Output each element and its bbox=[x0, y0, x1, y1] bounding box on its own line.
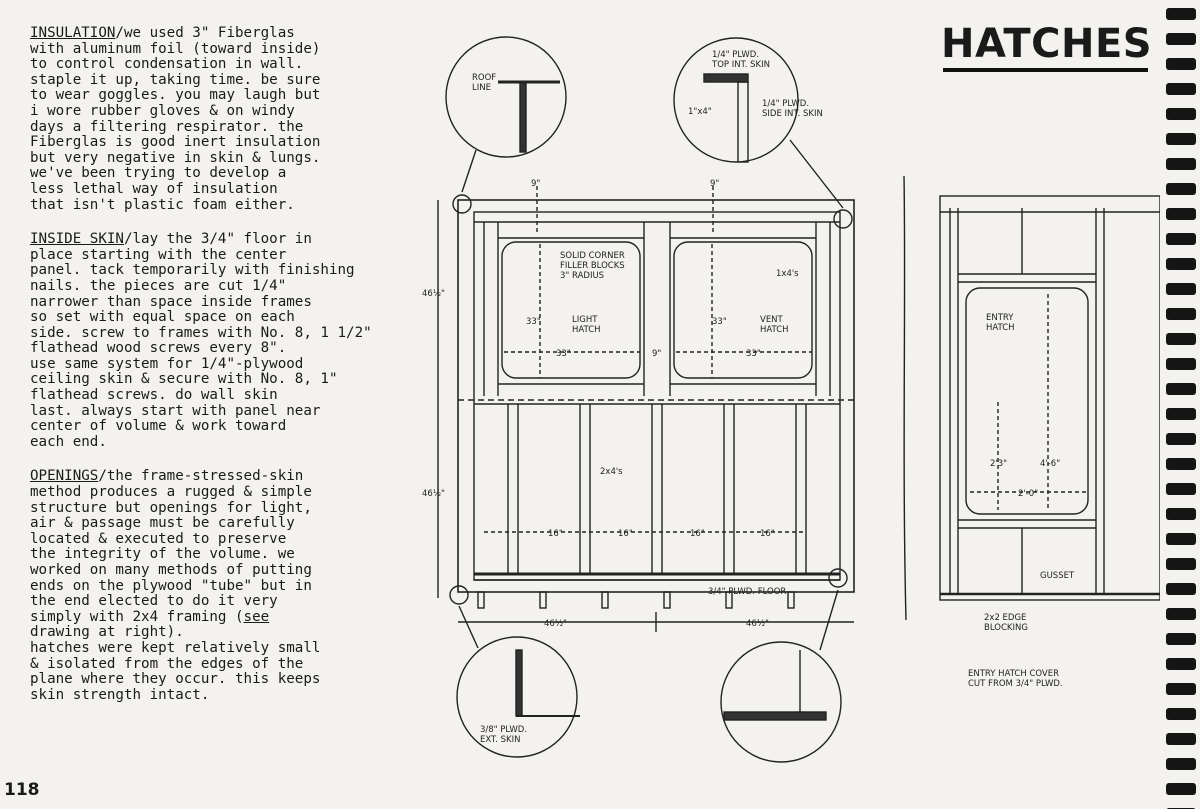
binding-ring bbox=[1166, 558, 1196, 570]
label-top-int-skin: 1/4" PLWD. TOP INT. SKIN bbox=[712, 50, 770, 70]
binding-ring bbox=[1166, 283, 1196, 295]
label-dim-33-b: 33" bbox=[712, 317, 727, 327]
lead-insulation: INSULATION bbox=[30, 25, 116, 41]
vent-hatch-opening bbox=[674, 242, 812, 378]
binding-ring bbox=[1166, 133, 1196, 145]
binding-ring bbox=[1166, 708, 1196, 720]
binding-ring bbox=[1166, 433, 1196, 445]
binding-ring bbox=[1166, 58, 1196, 70]
label-dim-2-3: 2'3" bbox=[990, 459, 1008, 469]
body-insulation: /we used 3" Fiberglas with aluminum foil (toward inside) to control condensation in wall. staple it up, taking time. be sure to wear goggles. you may laugh but i wore rubber gloves & on windy days a filtering respirator. the Fiberglas is good inert insulation but very negative in skin & lungs. we've been trying to develop a less lethal way of insulation that isn't plastic foam either. bbox=[30, 25, 321, 213]
binding-ring bbox=[1166, 108, 1196, 120]
callout-marker bbox=[834, 210, 852, 228]
binding-ring bbox=[1166, 158, 1196, 170]
binding-ring bbox=[1166, 583, 1196, 595]
label-dim-33-d: 33" bbox=[746, 349, 761, 359]
label-dim-9-mid: 9" bbox=[652, 349, 662, 359]
detail-circle-floor bbox=[721, 642, 841, 762]
label-dim-16-c: 16" bbox=[690, 529, 705, 539]
binding-ring bbox=[1166, 383, 1196, 395]
spiral-binding bbox=[1160, 0, 1200, 809]
binding-ring bbox=[1166, 183, 1196, 195]
front-elevation-inner bbox=[474, 212, 840, 580]
leader-line bbox=[820, 590, 838, 650]
label-dim-46-top: 46½" bbox=[422, 289, 445, 299]
side-elevation-edge bbox=[904, 176, 906, 620]
label-dim-33-c: 33" bbox=[556, 349, 571, 359]
label-dim-16-d: 16" bbox=[760, 529, 775, 539]
leader-line bbox=[462, 150, 476, 192]
binding-ring bbox=[1166, 8, 1196, 20]
binding-ring bbox=[1166, 733, 1196, 745]
binding-ring bbox=[1166, 308, 1196, 320]
binding-ring bbox=[1166, 233, 1196, 245]
label-2x4s: 2x4's bbox=[600, 467, 623, 477]
binding-ring bbox=[1166, 508, 1196, 520]
binding-ring bbox=[1166, 333, 1196, 345]
detail-section bbox=[704, 74, 748, 82]
label-light-hatch: LIGHT HATCH bbox=[572, 315, 601, 335]
body-openings-b: drawing at right). hatches were kept relatively small & isolated from the edges of the plane where they occur. this keeps skin strength intact. bbox=[30, 624, 321, 703]
page-number: 118 bbox=[4, 780, 40, 800]
binding-ring bbox=[1166, 358, 1196, 370]
callout-marker bbox=[453, 195, 471, 213]
leader-line bbox=[790, 140, 843, 208]
label-dim-9-right: 9" bbox=[710, 179, 720, 189]
label-dim-46-right: 46½" bbox=[746, 619, 769, 629]
detail-section bbox=[520, 82, 526, 152]
binding-ring bbox=[1166, 633, 1196, 645]
label-dim-16-a: 16" bbox=[548, 529, 563, 539]
binding-ring bbox=[1166, 258, 1196, 270]
callout-marker bbox=[829, 569, 847, 587]
binding-ring bbox=[1166, 783, 1196, 795]
side-elevation-frame bbox=[940, 196, 1160, 600]
label-dim-9-left: 9" bbox=[531, 179, 541, 189]
binding-ring bbox=[1166, 33, 1196, 45]
page-title: HATCHES bbox=[941, 21, 1153, 67]
callout-marker bbox=[450, 586, 468, 604]
binding-ring bbox=[1166, 83, 1196, 95]
binding-ring bbox=[1166, 658, 1196, 670]
body-openings-a: /the frame-stressed-skin method produces a rugged & simple structure but openings for light, air & passage must be carefully located & executed to preserve the integrity of the volume. we worked on many methods of putting ends on the plywood "tube" but in the end elected to do it very simply with 2x4 framing ( bbox=[30, 468, 312, 625]
label-1x4s: 1x4's bbox=[776, 269, 799, 279]
label-1x4: 1"x4" bbox=[688, 107, 712, 117]
label-dim-33-a: 33" bbox=[526, 317, 541, 327]
binding-ring bbox=[1166, 608, 1196, 620]
label-dim-46-left: 46½" bbox=[544, 619, 567, 629]
binding-ring bbox=[1166, 458, 1196, 470]
detail-circle-roof-line bbox=[446, 37, 566, 157]
binding-ring bbox=[1166, 483, 1196, 495]
entry-hatch-opening bbox=[966, 288, 1088, 514]
body-inside-skin: /lay the 3/4" floor in place starting with the center panel. tack temporarily with finishing nails. the pieces are cut 1/4" narrower than space inside frames so set with equal space on each side. screw to frames with No. 8, 1 1/2" flathead wood screws every 8". use same system for 1/4"-plywood ceiling skin & secure with No. 8, 1" flathead screws. do wall skin last. always start with panel near center of volume & work toward each end. bbox=[30, 231, 372, 450]
label-dim-16-b: 16" bbox=[618, 529, 633, 539]
label-roof-line: ROOF LINE bbox=[472, 73, 497, 93]
label-entry-cover: ENTRY HATCH COVER CUT FROM 3/4" PLWD. bbox=[968, 669, 1063, 689]
binding-ring bbox=[1166, 683, 1196, 695]
lead-openings: OPENINGS bbox=[30, 468, 99, 485]
label-edge-blocking: 2x2 EDGE BLOCKING bbox=[984, 613, 1028, 633]
label-side-int-skin: 1/4" PLWD. SIDE INT. SKIN bbox=[762, 99, 823, 119]
detail-section bbox=[738, 82, 748, 162]
detail-section bbox=[516, 650, 522, 716]
label-entry-hatch: ENTRY HATCH bbox=[986, 313, 1015, 333]
label-vent-hatch: VENT HATCH bbox=[760, 315, 789, 335]
label-dim-2-0: 2'-0" bbox=[1018, 489, 1039, 499]
lead-inside-skin: INSIDE SKIN bbox=[30, 231, 124, 248]
label-solid-corner: SOLID CORNER FILLER BLOCKS 3" RADIUS bbox=[560, 251, 625, 281]
see-drawing-link: see bbox=[243, 608, 270, 625]
detail-section bbox=[724, 712, 826, 720]
label-floor: 3/4" PLWD. FLOOR bbox=[708, 587, 787, 597]
label-ext-skin: 3/8" PLWD. EXT. SKIN bbox=[480, 725, 528, 745]
label-dim-4-6: 4'-6" bbox=[1040, 459, 1061, 469]
binding-ring bbox=[1166, 758, 1196, 770]
label-gusset: GUSSET bbox=[1040, 571, 1075, 581]
leader-line bbox=[459, 606, 478, 648]
lower-studs bbox=[508, 404, 806, 574]
label-dim-46-bottom: 46½" bbox=[422, 489, 445, 499]
binding-ring bbox=[1166, 208, 1196, 220]
binding-ring bbox=[1166, 408, 1196, 420]
binding-ring bbox=[1166, 533, 1196, 545]
